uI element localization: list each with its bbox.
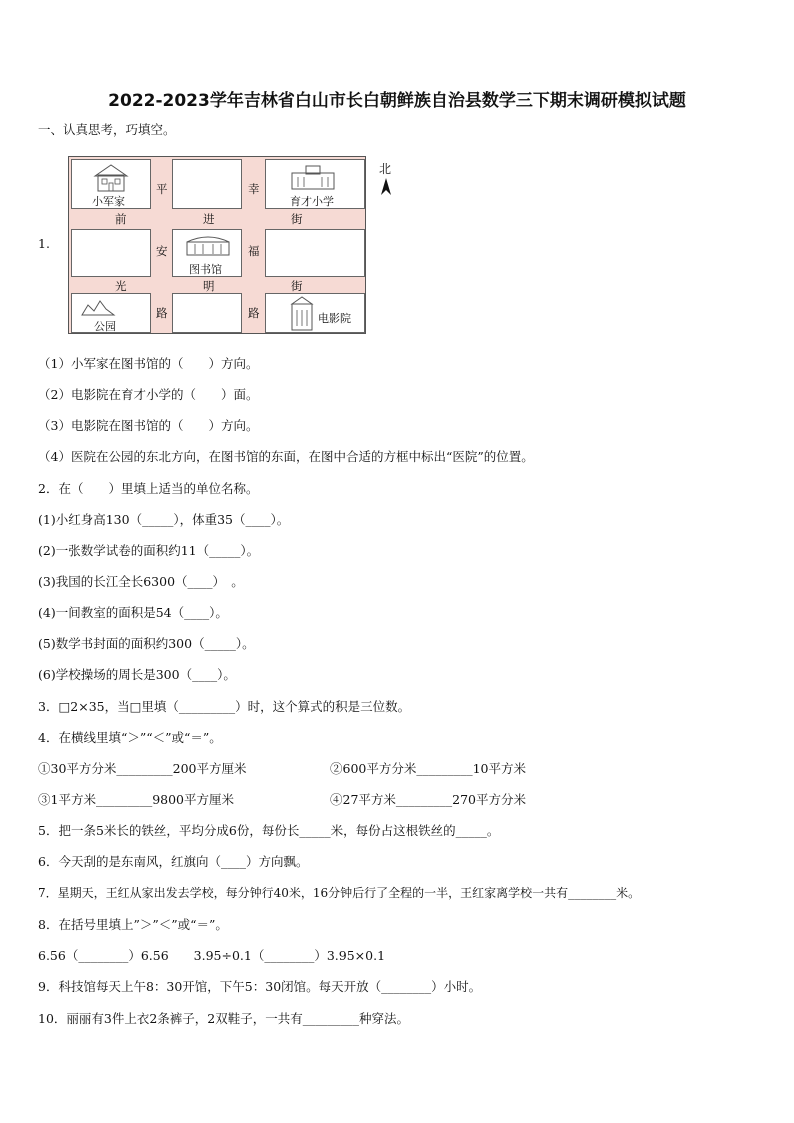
block-cinema [265, 293, 365, 333]
street-label: 福 [248, 244, 260, 258]
block-empty [172, 159, 242, 209]
q5: 5．把一条5米长的铁丝，平均分成6份，每份长_____米，每份占这根铁丝的_____。 [38, 823, 500, 838]
q2-item: (5)数学书封面的面积约300（_____）。 [38, 636, 255, 651]
street-label: 光 [115, 279, 127, 293]
q4-item-b: ②600平方分米_________10平方米 [330, 761, 527, 776]
block-park [71, 293, 151, 333]
house-icon [92, 163, 132, 193]
q2-stem: 2．在（ ）里填上适当的单位名称。 [38, 481, 259, 496]
block-xiaojun-home [71, 159, 151, 209]
building-label: 公园 [94, 320, 116, 333]
street-label: 路 [156, 306, 168, 320]
library-icon [183, 232, 233, 258]
block-library [172, 229, 242, 277]
q1-sub3: （3）电影院在图书馆的（ ）方向。 [38, 418, 259, 433]
street-label: 幸 [248, 182, 260, 196]
building-label: 图书馆 [189, 263, 222, 276]
q2-item: (3)我国的长江全长6300（____） 。 [38, 574, 244, 589]
street-label: 路 [248, 306, 260, 320]
q4-stem: 4．在横线里填“＞”“＜”或“＝”。 [38, 730, 222, 745]
north-label: 北 [379, 162, 392, 176]
block-empty [265, 229, 365, 277]
q1-sub2: （2）电影院在育才小学的（ ）面。 [38, 387, 259, 402]
q2-item: (4)一间教室的面积是54（____）。 [38, 605, 228, 620]
school-icon [288, 163, 338, 191]
page-title: 2022-2023学年吉林省白山市长白朝鲜族自治县数学三下期末调研模拟试题 [108, 91, 686, 111]
street-label: 明 [203, 279, 215, 293]
street-label: 街 [291, 279, 303, 293]
q7: 7．星期天，王红从家出发去学校，每分钟行40米，16分钟后行了全程的一半，王红家离学校一共有________米。 [38, 886, 641, 900]
street-label: 前 [115, 212, 127, 226]
building-label: 育才小学 [290, 195, 334, 208]
q8-expr: 6.56（________）6.56 3.95÷0.1（________）3.95×0.1 [38, 948, 386, 963]
street-label: 安 [156, 244, 168, 258]
q4-item-d: ④27平方米_________270平方分米 [330, 792, 527, 807]
q2-item: (1)小红身高130（_____），体重35（____）。 [38, 512, 290, 527]
map-diagram [68, 156, 366, 334]
block-school [265, 159, 365, 209]
park-icon [80, 297, 116, 317]
street-label: 进 [203, 212, 215, 226]
q8-stem: 8．在括号里填上”＞”＜”或“＝”。 [38, 917, 228, 932]
block-empty [172, 293, 242, 333]
north-arrow-icon [380, 178, 392, 196]
q4-item-a: ①30平方分米_________200平方厘米 [38, 761, 247, 776]
question-number: 1. [38, 236, 50, 251]
building-label: 电影院 [318, 312, 351, 325]
q10: 10．丽丽有3件上衣2条裤子，2双鞋子，一共有_________种穿法。 [38, 1011, 410, 1026]
street-label: 平 [156, 182, 168, 196]
q2-item: (2)一张数学试卷的面积约11（_____）。 [38, 543, 260, 558]
section-heading: 一、认真思考，巧填空。 [38, 122, 176, 137]
cinema-icon [288, 296, 316, 332]
q6: 6．今天刮的是东南风，红旗向（____）方向飘。 [38, 854, 309, 869]
q1-sub1: （1）小军家在图书馆的（ ）方向。 [38, 356, 259, 371]
block-empty [71, 229, 151, 277]
street-label: 街 [291, 212, 303, 226]
q1-sub4: （4）医院在公园的东北方向，在图书馆的东面，在图中合适的方框中标出“医院”的位置。 [38, 449, 534, 464]
q2-item: (6)学校操场的周长是300（____）。 [38, 667, 236, 682]
q3: 3．□2×35，当□里填（_________）时，这个算式的积是三位数。 [38, 699, 411, 714]
q9: 9．科技馆每天上午8：30开馆，下午5：30闭馆。每天开放（________）小时。 [38, 979, 482, 994]
building-label: 小军家 [92, 195, 125, 208]
q4-item-c: ③1平方米_________9800平方厘米 [38, 792, 235, 807]
